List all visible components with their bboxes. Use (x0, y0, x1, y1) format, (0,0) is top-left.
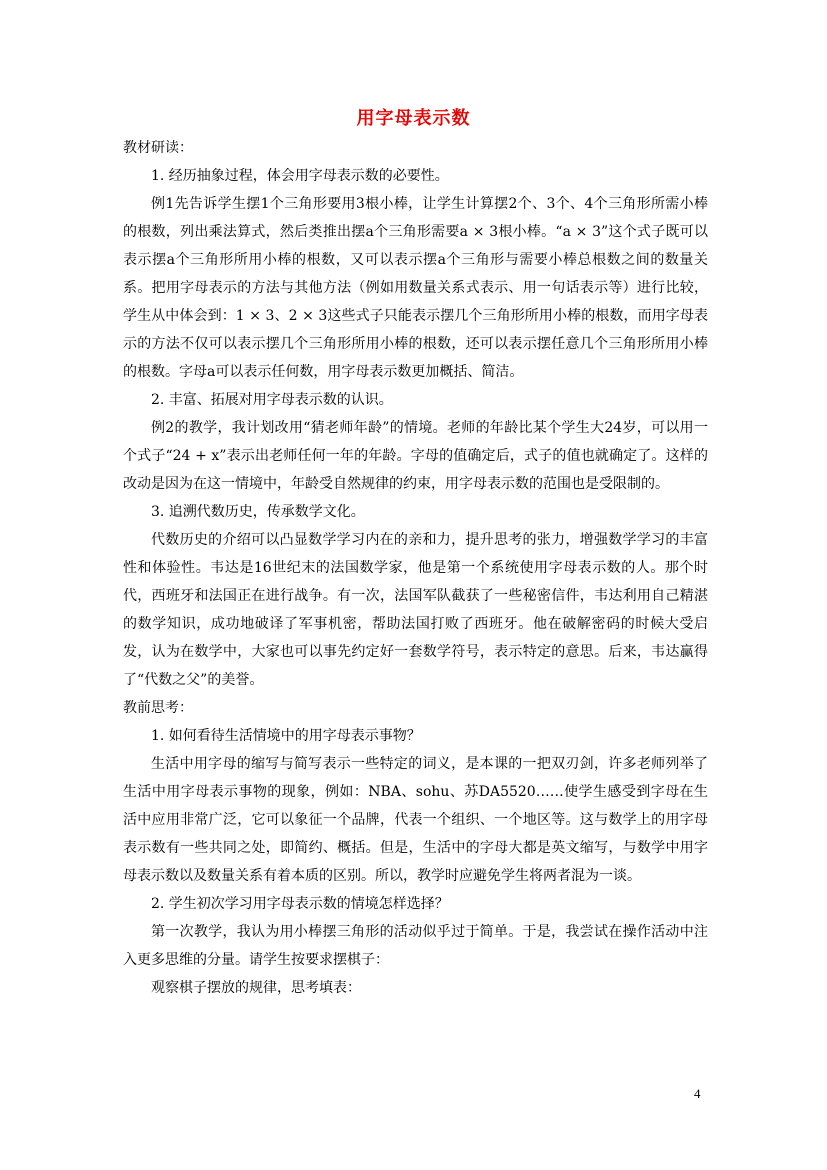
point-heading-3: 3. 追溯代数历史，传承数学文化。 (151, 504, 365, 520)
page-number: 4 (694, 1086, 701, 1101)
paragraph-example-1: 例1先告诉学生摆1个三角形要用3根小棒，让学生计算摆2个、3个、4个三角形所需小棒的根数，列出乘法算式，然后类推出摆a个三角形需要a × 3根小棒。“a × 3”这个式子既可以表示摆a个三角形所用小棒的根数，又可以表示摆a个三角形与需要小棒总根数之间的数量关系。把用字母表示的方法与其他方法（例如用数量关系式表示、用一句话表示等）进行比较，学生从中体会到：1 × 3、2 × 3这些式子只能表示摆几个三角形所用小棒的根数，而用字母表示的方法不仅可以表示摆几个三角形所用小棒的根数，还可以表示摆任意几个三角形所用小棒的根数。字母a可以表示任何数，用字母表示数更加概括、简洁。 (123, 196, 708, 380)
point-heading-1: 1. 经历抽象过程，体会用字母表示数的必要性。 (151, 168, 449, 184)
question-heading-2: 2. 学生初次学习用字母表示数的情境怎样选择？ (151, 896, 449, 912)
paragraph-observe-table: 观察棋子摆放的规律，思考填表： (151, 980, 361, 996)
section-heading-textbook-study: 教材研读： (123, 140, 193, 156)
paragraph-life-letters: 生活中用字母的缩写与简写表示一些特定的词义，是本课的一把双刃剑，许多老师列举了生活中用字母表示事物的现象，例如：NBA、sohu、苏DA5520……使学生感受到字母在生活中应用非常广泛，它可以象征一个品牌，代表一个组织、一个地区等。这与数学上的用字母表示数有一些共同之处，即简约、概括。但是，生活中的字母大都是英文缩写，与数学中用字母表示数以及数量关系有着本质的区别。所以，教学时应避免学生将两者混为一谈。 (123, 756, 708, 884)
paragraph-algebra-history: 代数历史的介绍可以凸显数学学习内在的亲和力，提升思考的张力，增强数学学习的丰富性和体验性。韦达是16世纪末的法国数学家，他是第一个系统使用字母表示数的人。那个时代，西班牙和法国正在进行战争。有一次，法国军队截获了一些秘密信件，韦达利用自己精湛的数学知识，成功地破译了军事机密，帮助法国打败了西班牙。他在破解密码的时候大受启发，认为在数学中，大家也可以事先约定好一套数学符号，表示特定的意思。后来，韦达赢得了“代数之父”的美誉。 (123, 532, 708, 688)
section-heading-pre-teaching: 教前思考： (123, 700, 193, 716)
paragraph-first-teaching: 第一次教学，我认为用小棒摆三角形的活动似乎过于简单。于是，我尝试在操作活动中注入更多思维的分量。请学生按要求摆棋子： (123, 924, 708, 968)
page-title: 用字母表示数 (356, 108, 471, 129)
document-body (123, 134, 708, 1002)
paragraph-example-2: 例2的教学，我计划改用“猜老师年龄”的情境。老师的年龄比某个学生大24岁，可以用一个式子“24 + x”表示出老师任何一年的年龄。字母的值确定后，式子的值也就确定了。这样的改动是因为在这一情境中，年龄受自然规律的约束，用字母表示数的范围也是受限制的。 (123, 420, 708, 492)
point-heading-2: 2. 丰富、拓展对用字母表示数的认识。 (151, 392, 393, 408)
question-heading-1: 1. 如何看待生活情境中的用字母表示事物？ (151, 728, 421, 744)
